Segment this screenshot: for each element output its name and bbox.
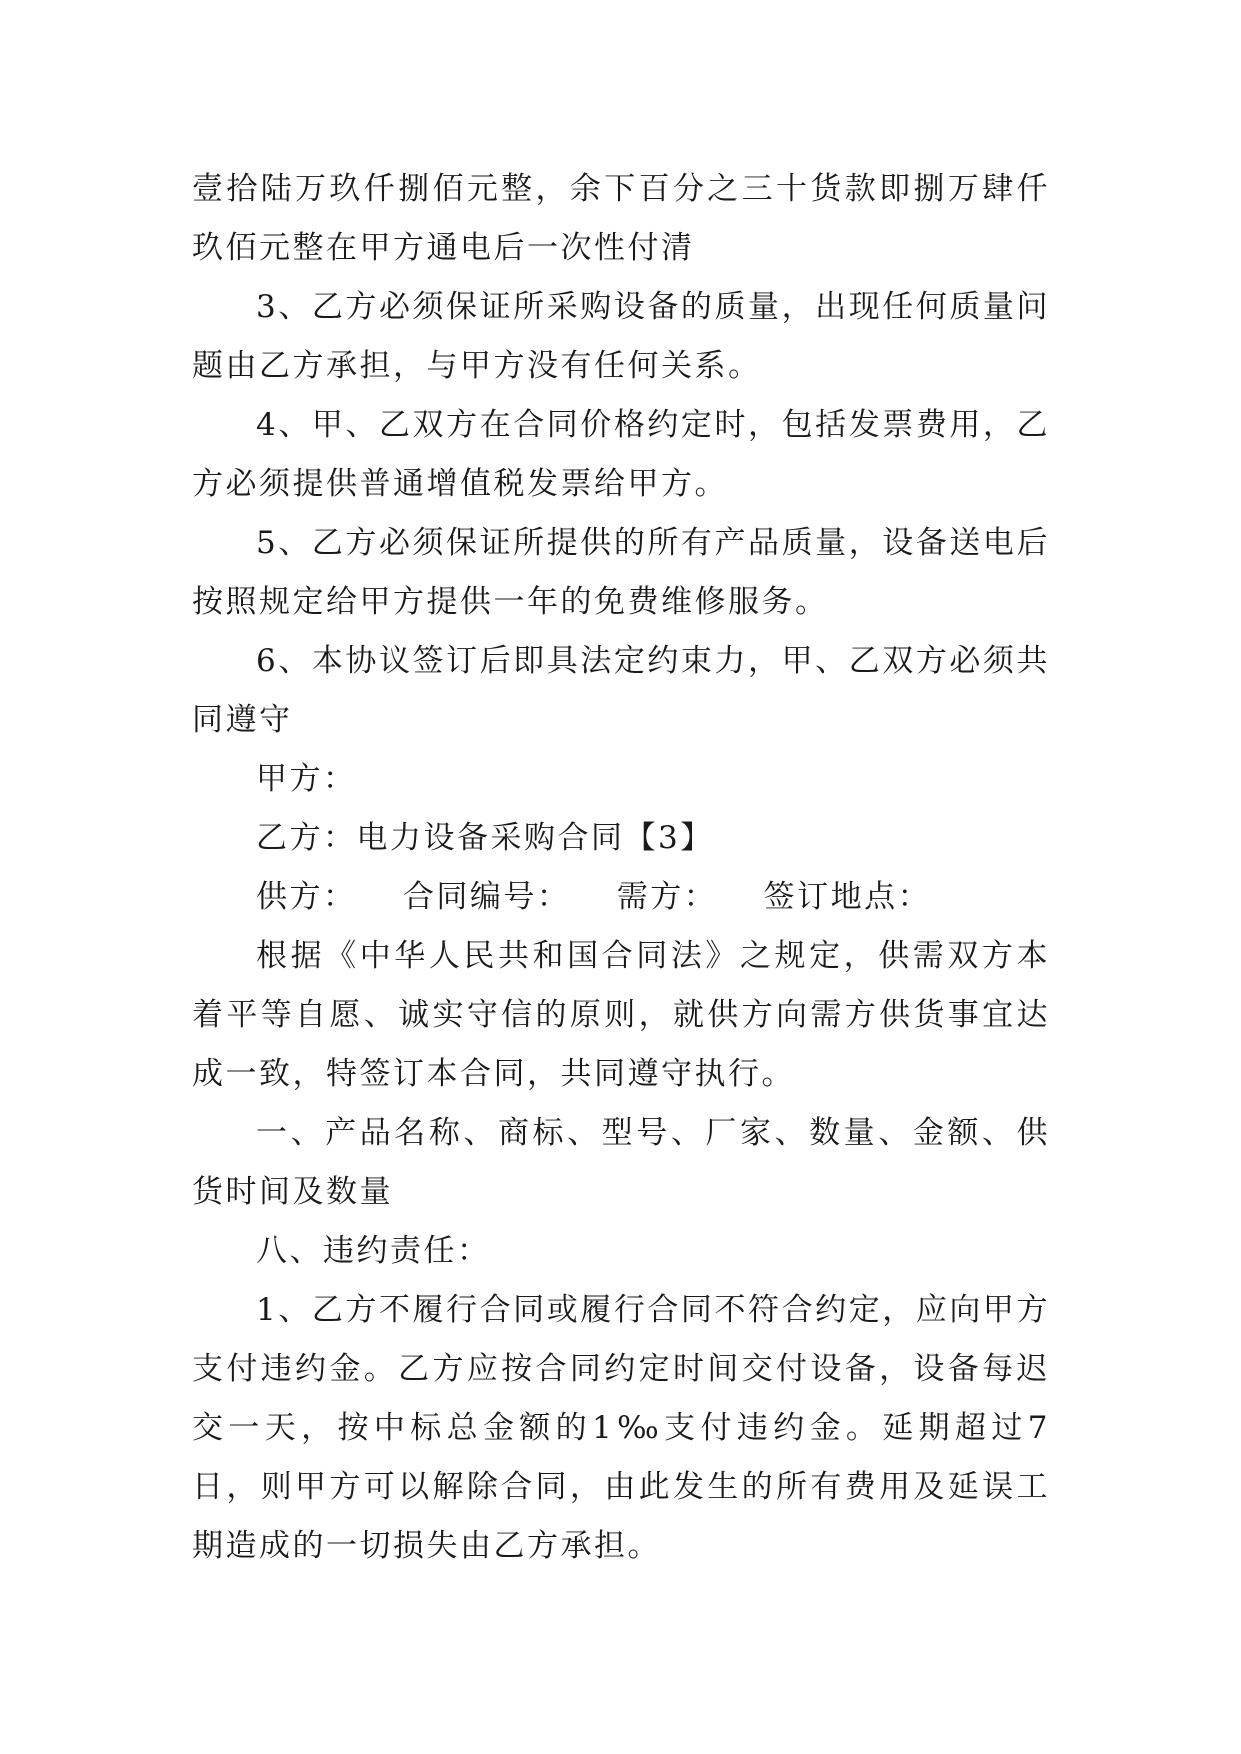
party-b-label: 乙方：电力设备采购合同【3】	[256, 820, 714, 856]
contract-number-label: 合同编号：	[402, 879, 571, 915]
sign-place-label: 签订地点：	[763, 879, 932, 915]
contract-preamble: 根据《中华人民共和国合同法》之规定，供需双方本着平等自愿、诚实守信的原则，就供方向需方供货事宜达成一致，特签订本合同，共同遵守执行。	[192, 938, 1050, 1092]
clause-4-invoice: 4、甲、乙双方在合同价格约定时，包括发票费用，乙方必须提供普通增值税发票给甲方。	[192, 407, 1050, 502]
supplier-label: 供方：	[256, 879, 357, 915]
breach-clause-1: 1、乙方不履行合同或履行合同不符合约定，应向甲方支付违约金。乙方应按合同约定时间交付设备，设备每迟交一天，按中标总金额的1‰支付违约金。延期超过7日，则甲方可以解除合同，由此发生的所有费用及延误工期造成的一切损失由乙方承担。	[192, 1292, 1050, 1564]
paragraph-payment-balance: 壹拾陆万玖仟捌佰元整，余下百分之三十货款即捌万肆仟玖佰元整在甲方通电后一次性付清	[192, 171, 1050, 266]
contract-header-fields	[192, 868, 1050, 927]
party-a-label: 甲方：	[256, 761, 357, 797]
section-1-heading: 一、产品名称、商标、型号、厂家、数量、金额、供货时间及数量	[192, 1115, 1050, 1210]
clause-3-quality: 3、乙方必须保证所采购设备的质量，出现任何质量问题由乙方承担，与甲方没有任何关系。	[192, 289, 1050, 384]
clause-6-binding: 6、本协议签订后即具法定约束力，甲、乙双方必须共同遵守	[192, 643, 1050, 738]
clause-5-warranty: 5、乙方必须保证所提供的所有产品质量，设备送电后按照规定给甲方提供一年的免费维修服务。	[192, 525, 1050, 620]
section-8-heading: 八、违约责任：	[256, 1233, 491, 1269]
buyer-label: 需方：	[616, 879, 718, 915]
document-body	[192, 160, 1050, 1576]
